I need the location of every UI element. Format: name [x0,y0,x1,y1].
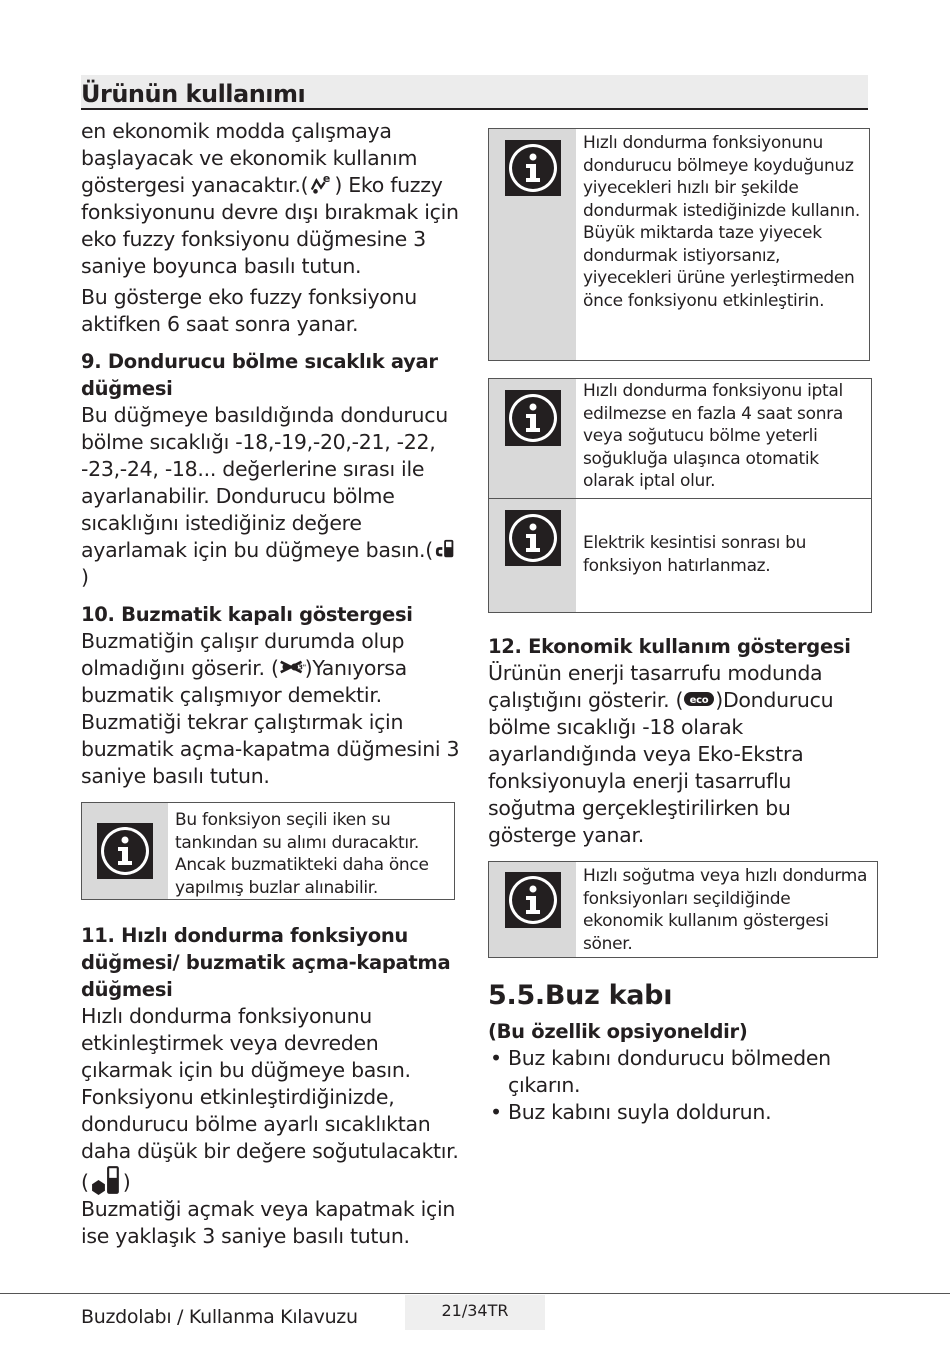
footer-divider [0,1293,950,1294]
info-note-3 [489,379,871,499]
info-note-group [488,378,872,613]
info-note-2 [488,128,870,361]
info-note-2-text: Hızlı dondurma fonksiyonunu dondurucu bölmeye koyduğunuz yiyecekleri hızlı bir şekilde dondurmak istediğinizde kullanın. Büyük miktarda taze yiyecek dondurmak istiyorsanız, yiyecekleri ürüne yerleştirmeden önce fonksiyonu etkinleştirin. [583,133,860,311]
left-column [81,118,463,1250]
paragraph-10: Buzmatiğin çalışır durumda olup olmadığını göserir. ( 3" )Yanıyorsa buzmatik çalışmıyor demektir. Buzmatiği tekrar çalıştırmak için buzmatik açma-kapatma düğmesini 3 saniye basılı tutun. [81,629,460,788]
freezer-setting-icon [433,538,459,560]
info-icon [504,389,562,447]
paragraph-11: Hızlı dondurma fonksiyonunu etkinleştirmek veya devreden çıkarmak için bu düğmeye basın. Fonksiyonu etkinleştirdiğinizde, dondurucu bölme ayarlı sıcaklıktan daha düşük bir değere soğutulacaktır. [81,1004,459,1163]
eco-icon [683,688,715,710]
info-icon [504,509,562,567]
right-column [488,128,878,1126]
info-icon-panel [489,499,576,612]
bullet-list [488,1045,878,1126]
info-icon [504,139,562,197]
paragraph-11b: Buzmatiği açmak veya kapatmak için ise yaklaşık 3 saniye basılı tutun. [81,1197,456,1248]
heading-11: 11. Hızlı dondurma fonksiyonu düğmesi/ buzmatik açma-kapatma düğmesi [81,924,451,1001]
info-note-4 [489,499,871,612]
svg-text:eco: eco [689,695,709,706]
paragraph-12: Ürünün enerji tasarrufu modunda çalıştığını gösterir. ( eco )Dondurucu bölme sıcaklığı -18 olarak ayarlandığında veya Eko-Ekstra fonksiyonuyla enerji tasarruflu soğutma gerçekleştirilirken bu gösterge yanar. [488,661,834,847]
info-note-1-text: Bu fonksiyon seçili iken su tankından su alımı duracaktır. Ancak buzmatikteki daha önce yapılmış buzlar alınabilir. [175,810,429,898]
paragraph-9: Bu düğmeye basıldığında dondurucu bölme sıcaklığı -18,-19,-20,-21, -22, -23,-24, -18... değerlerine sırası ile ayarlanabilir. Dondurucu bölme sıcaklığını istediğiniz değere ayarlamak için bu düğmeye basın.() [81,402,463,591]
heading-9: 9. Dondurucu bölme sıcaklık ayar düğmesi [81,350,438,400]
footer-page-number: 21/34TR [405,1295,545,1330]
heading-5-5: 5.5.Buz kabı [488,980,673,1011]
info-icon [96,822,154,880]
icematic-off-icon [279,656,305,678]
info-icon-panel [489,379,576,498]
svg-text:3": 3" [297,663,306,672]
info-note-5-text: Hızlı soğutma veya hızlı dondurma fonksiyonları seçildiğinde ekonomik kullanım göstergesi söner. [583,866,868,954]
paragraph-eco-fuzzy: en ekonomik modda çalışmaya başlayacak ve ekonomik kullanım göstergesi yanacaktır.( e ) Eko fuzzy fonksiyonunu devre dışı bırakmak için eko fuzzy fonksiyonu düğmesine 3 saniye boyunca basılı tutun. [81,119,459,278]
footer-doc-title: Buzdolabı / Kullanma Kılavuzu [81,1306,358,1328]
list-item: • Buz kabını suyla doldurun. [488,1099,878,1126]
info-icon-panel [82,803,168,899]
info-icon-panel [489,129,576,360]
svg-text:e: e [323,172,331,186]
paragraph-11-icon: ( ) [81,1165,463,1196]
info-note-4-text: Elektrik kesintisi sonrası bu fonksiyon hatırlanmaz. [583,533,807,576]
info-icon [504,871,562,929]
info-note-3-text: Hızlı dondurma fonksiyonu iptal edilmezse en fazla 4 saat sonra veya soğutucu bölme yeterli soğukluğa ulaşınca otomatik olarak iptal olur. [583,381,843,491]
heading-10: 10. Buzmatik kapalı göstergesi [81,603,413,626]
list-item: • Buz kabını dondurucu bölmeden çıkarın. [488,1045,878,1099]
info-icon-panel [489,862,576,957]
eco-fuzzy-icon [308,173,334,195]
heading-12: 12. Ekonomik kullanım göstergesi [488,635,851,658]
paragraph-eco-6h: Bu gösterge eko fuzzy fonksiyonu aktifken 6 saat sonra yanar. [81,285,417,336]
quick-freeze-icon [89,1165,123,1195]
optional-note: (Bu özellik opsiyoneldir) [488,1020,748,1043]
info-note-1 [81,802,455,900]
section-title: Ürünün kullanımı [81,80,868,110]
info-note-5 [488,861,878,958]
